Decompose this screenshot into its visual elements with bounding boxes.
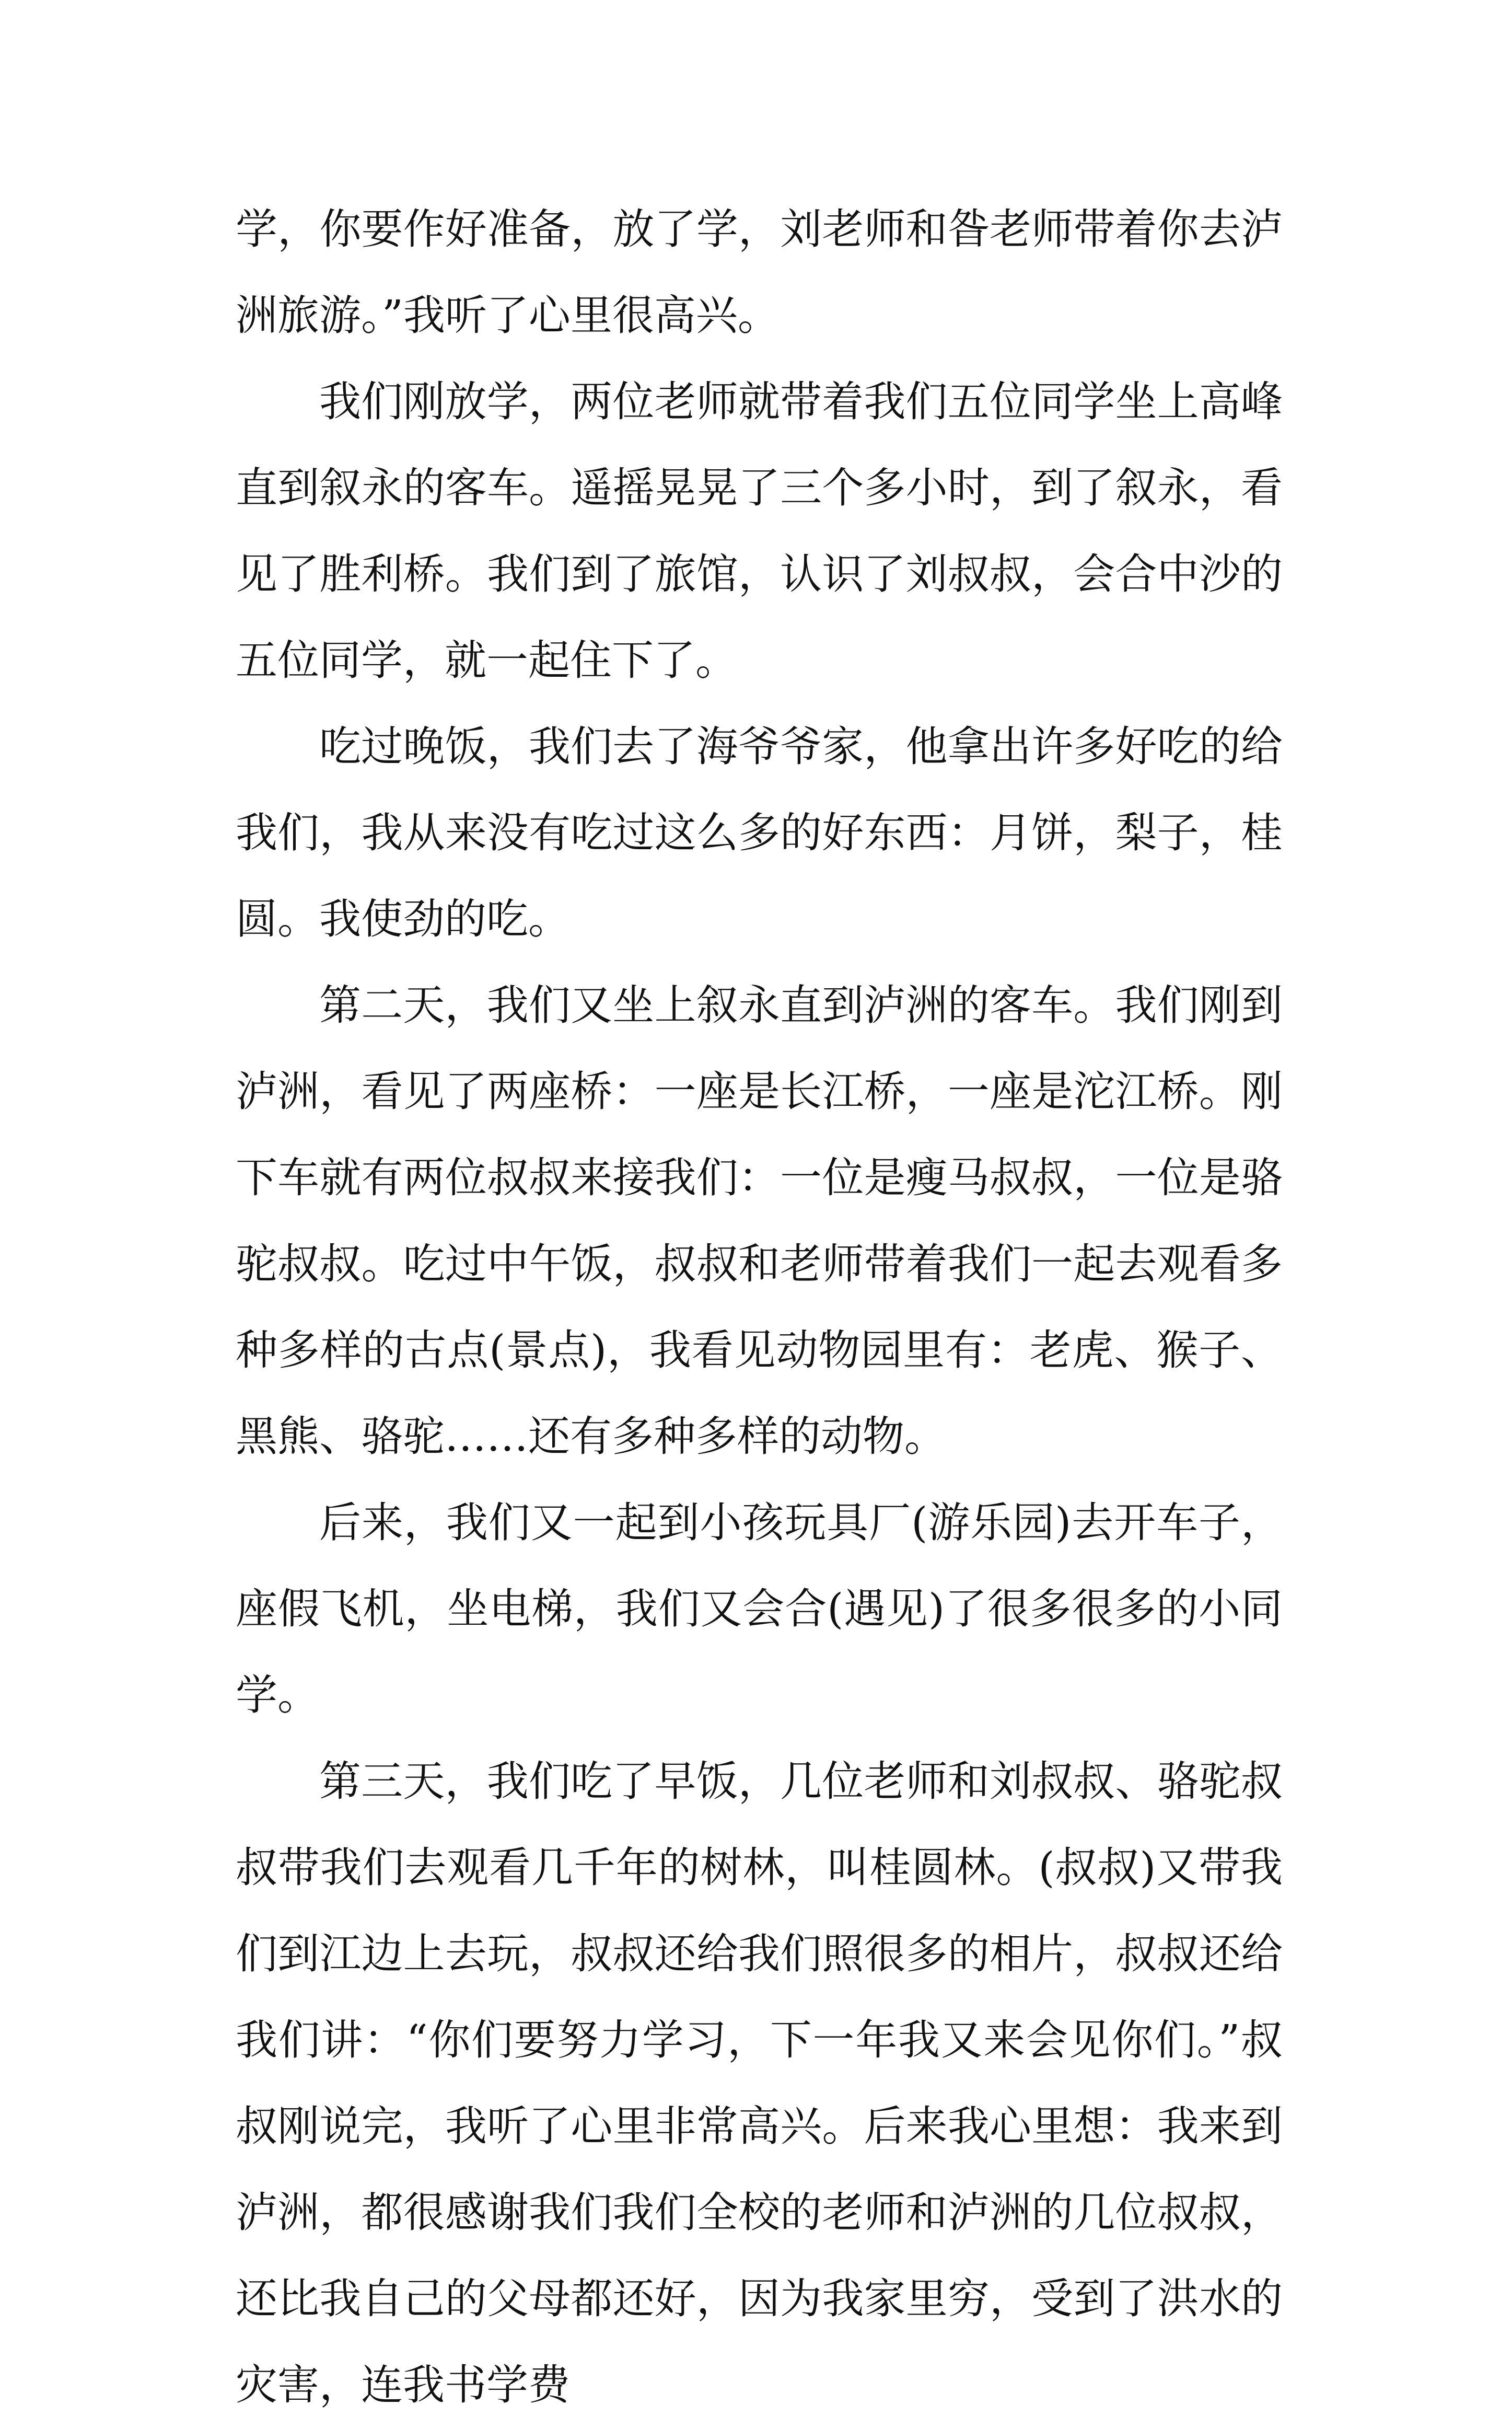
paragraph-6: 第三天，我们吃了早饭，几位老师和刘叔叔、骆驼叔叔带我们去观看几千年的树林，叫桂圆林。(叔叔)又带我们到江边上去玩，叔叔还给我们照很多的相片，叔叔还给我们讲：“你们要努力学习，下一年我又来会见你们。”叔叔刚说完，我听了心里非常高兴。后来我心里想：我来到泸洲，都很感谢我们我们全校的老师和泸洲的几位叔叔，还比我自己的父母都还好，因为我家里穷，受到了洪水的灾害，连我书学费: [236, 1757, 1283, 2409]
paragraph-5: 后来，我们又一起到小孩玩具厂(游乐园)去开车子，座假飞机，坐电梯，我们又会合(遇见)了很多很多的小同学。: [236, 1498, 1283, 1719]
paragraph-4: 第二天，我们又坐上叙永直到泸洲的客车。我们刚到泸洲，看见了两座桥：一座是长江桥，一座是沱江桥。刚下车就有两位叔叔来接我们：一位是瘦马叔叔，一位是骆驼叔叔。吃过中午饭，叔叔和老师带着我们一起去观看多种多样的古点(景点)，我看见动物园里有：老虎、猴子、黑熊、骆驼……还有多种多样的动物。: [236, 981, 1283, 1461]
essay-body: [236, 186, 1283, 2428]
paragraph-2: 我们刚放学，两位老师就带着我们五位同学坐上高峰直到叙永的客车。遥摇晃晃了三个多小时，到了叙永，看见了胜利桥。我们到了旅馆，认识了刘叔叔，会合中沙的五位同学，就一起住下了。: [236, 377, 1283, 685]
paragraph-1: 学，你要作好准备，放了学，刘老师和昝老师带着你去泸洲旅游。”我听了心里很高兴。: [236, 205, 1283, 340]
paragraph-3: 吃过晚饭，我们去了海爷爷家，他拿出许多好吃的给我们，我从来没有吃过这么多的好东西：月饼，梨子，桂圆。我使劲的吃。: [236, 722, 1283, 943]
